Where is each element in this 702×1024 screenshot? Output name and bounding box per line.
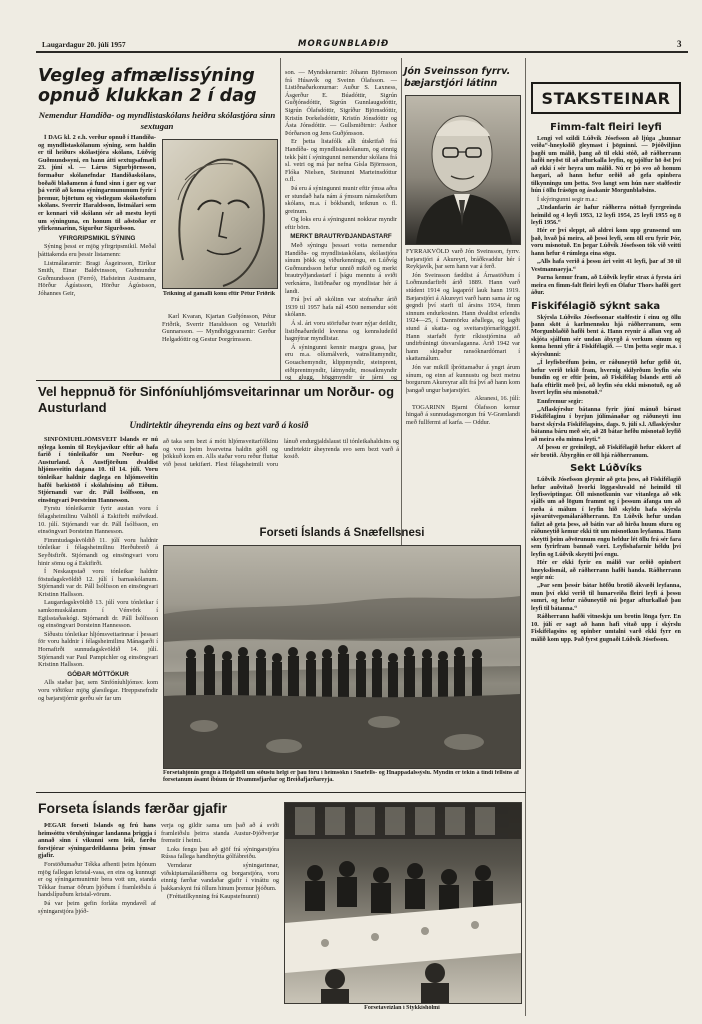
section-kicker: YFIRGRIPSMIKIL SÝNING [58, 234, 136, 242]
section-rule [36, 792, 526, 793]
article-paragraph: Ráðherrann hafði vitneskju um brotin lönga fyrr. En 10. júlí er sagt að hann hafi vitað upp í skýrslu Fiskifélagsins og opinber umtalni varð ekki fyrr en málið kom upp. Það fyrst gugnaði Lúðvík Jósefsson. [531, 613, 681, 643]
article-body [162, 313, 276, 371]
article-headline: Vel heppnuð för Sinfóníuhljómsveitarinnar um Norður- og Austurland [38, 384, 395, 415]
article-body [406, 248, 520, 548]
article-paragraph: (Fréttatilkynning frá Kaupstefnunni) [167, 893, 259, 901]
section-heading: Fiskifélagið sýknt saka [531, 300, 661, 312]
article-body [38, 134, 156, 372]
column-divider [525, 58, 526, 1016]
article-paragraph: verja og gildir sama um það að á sviði framleiðslu þeirra standa Austur-Þjóðverjar fremstir í heimi. [161, 822, 279, 845]
article-paragraph: Fimmtudagskvöldið 11. júlí voru haldnir tónleikar í félagsheimilinu Herðubreið á Seyðisfirði. Stjórnandi og einsöngvari voru hinir sömu og á Eskifirði. [38, 536, 158, 567]
article-headline: Vegleg afmælissýning opnuð klukkan 2 í dag [38, 66, 257, 106]
section-kicker: GÓÐAR MÓTTÖKUR [67, 670, 129, 678]
photo-helgafell-group [163, 545, 521, 769]
column-divider [280, 58, 281, 380]
article-paragraph: Verndarar sýningarinnar, viðskiptamálaráðherra og borgarstjóra, voru einnig færðar vandaðar gjafir í vináttu og þakkarskyni frá öllum hinum þremur þjóðum. [161, 861, 279, 892]
article-paragraph: Laugardagskvöldið 13. júlí voru tónleikar í samkomuskálanum í Vénvörk í Egilsstaðaskógi. Stjórnandi dr. Páll Ísólfsson og einsöngvari Þorsteinn Hannesson. [38, 599, 158, 630]
article-paragraph: FYRRAKVÖLD varð Jón Sveinsson, fyrrv. bæjarstjóri á Akureyri, bráðkvaddur hér í Reykjavík, þar sem hann var á ferð. [406, 248, 520, 271]
article-paragraph: að taka sem bezt á móti hljómsveitarfólkinu og voru þeim hvarvetna haldin góðl og þökkuð kom en. Alls staðar voru reður fluttar við þessi tækifæri. Flest félagsheimili voru lánuð endurgjaldslaust til tónleikahaldsins og undirtektir áheyrenda svo sem bezt varð á kosið. [163, 438, 399, 468]
masthead-rule [36, 51, 688, 53]
photo-caption: Forsetaveizlan í Stykkishólmi [364, 1005, 440, 1011]
landscape-group-photo-icon [164, 546, 520, 768]
article-paragraph: ÞEGAR forseti Íslands og frú hans heimsóttu vöruhýningar landanna þriggja í annað sinn í vikunni sem leið, færðu forstjórar sýningardeildanna þeim ýmsar gjafir. [38, 822, 156, 860]
page-number: 3 [677, 39, 682, 49]
masthead-paper-name: MORGUNBLAÐIÐ [298, 39, 390, 49]
photo-caption: Forsetahjónin gengu á Helgafell um síðustu helgi er þau fóru í heimsókn í Snæfells- og Hnappadalssýslu. Myndin er tekin á tindi fellsins af forsetanum ásamt íbúum úr Hvammsfjarðar og Breiðafjarðareyja. [163, 770, 519, 783]
staksteinar-header-box [531, 82, 681, 114]
article-paragraph: Síðustu tónleikar hljómsveitarinnar í þessari för voru haldnir í félagsheimilinu Mánagarði í Hornafirði sunnudagskvöldið 14. júlí. Stjórnandi var Paul Pampichler og einsöngvari Kristinn Hallsson. [38, 630, 158, 669]
article-headline: Jón Sveinsson fyrrv. bæjarstjóri látinn [404, 66, 511, 89]
article-paragraph: Með sýningu þessari votta nemendur Handíða- og myndlistaskólans, skólastjóra sínum þökk og viðurkenningu, en Lúðvíg Guðmundsson hefur unnið mikið og merkt brautryðjandastarf í þágu menntu á sviði verknáms, listiðnaðar og myndlistar hér á landi. [285, 242, 397, 295]
portrait-jon-sveinsson [405, 95, 521, 245]
article-paragraph: Í DAG kl. 2 e.h. verður opnuð í Handíða- og myndlistaskólanum sýning, sem haldin er til heiðurs skólastjóra skólans, Lúðvíg Guðmundssyni, en hann átti sextugsafmæli 23. júní sl. — Lárus Sigurbjörnsson, formaður skólanefndar Handíðaskólans, boðaði blaðamenn á fund sinn í gær og var þá verið að koma sýningarmununum fyrir í þremur, björtum og vistlegum skólastofum skólans. Sverrir Haraldsson, listmálari sem er kennari við skólann sér að mestu leyti um sýninguna, en honum til aðstoðar er yfirkennarinn, Sigurður Sigurðsson. [38, 134, 156, 233]
article-paragraph: „Í leyfisbréfum þeim, er ráðuneytið hefur gefið út, hefur verið tekið fram, hvernig skilyrðum leyfin séu bundin og er eftir þeim, að Fiskifélag Íslands ætti að hafa eftirlit með því, að leyfin séu ekki misnotuð, og að hvert leyfin séu misnotuð.“ [531, 359, 681, 397]
article-body [161, 822, 279, 1014]
column-divider [401, 58, 402, 550]
article-headline: Forseti Íslands á Snæfellsnesi [259, 527, 425, 539]
article-paragraph: Í skýringunni segir m.a.: [537, 195, 598, 203]
article-subhead: Nemendur Handíða- og myndlistaskólans heiðra skólastjóra sinn sextugan [38, 110, 276, 131]
article-paragraph: son. — Myndskerarnir: Jóhann Björnsson frá Húsavík og Sveinn Ólafsson. — Listiðnaðarkonurnar: Auður S. Laxness, Ásgerður E. Búadóttir, Sigrún Guðjónsdóttir, Sigrún Gunnlaugsdóttir, Sigrún Ólafsdóttir, Sigríður Björnsdóttir, Kristín Þorkelsdóttir, Kristín Jónsdóttir og Ásta Jónsdóttir. — Gullsmiðirnir: Ásthor Þórðarson og Jens Guðjónsson. [285, 69, 397, 137]
drawing-old-woman [162, 139, 278, 289]
article-paragraph: Sýning þessi er mjög yfirgripsmikil. Meðal þátttakenda eru þessir listamenn: [38, 243, 156, 258]
section-rule [36, 380, 402, 381]
article-paragraph: Lúðvík Jósefsson gleymir að geta þess, að Fiskifélagið hefur auðvitað hvorki löggæsluvald né heimild til leyfissviptingar. Öll misnotkunin var vitanlega að sök sjálfs um að lögum frammt og í þessum áfanga um að ræða á málum í leyfin hið skyldu hafa skýrsla sjávarútvegsmálaráðherrann. En Lúðvík hefur undan falizt að geta þess, að bátin var að hirða huum sfuru og ráðuneytið kemur ekki tít um misnotkun leyfanna. Hann skeytti þeim aðvörunum engu heldur lét öllu frá sér fara sem fyrirfram bannað væri. Leyfishafarnir héldu því leyfin og Lúðvík skeytti því engu. [531, 476, 681, 558]
staksteinar-body [531, 118, 681, 1018]
article-headline: Forseta Íslands færðar gjafir [38, 800, 228, 816]
section-heading: Sekt Lúðvíks [570, 463, 642, 475]
article-paragraph: Hér er ekki fyrir en málið var orðið opinbert hneykslismál, að ráðherrann hafði handa. Ráðherrann segir nú: [531, 559, 681, 582]
article-body [285, 69, 397, 380]
dateline: Akranesi, 16. júlí: [474, 395, 520, 403]
article-paragraph: Þarna kemur fram, að Lúðvík leyfir strax á fyrsta ári meira en fimm-falt fleiri leyfi en Ólafur Thors hafði gert áður. [531, 274, 681, 297]
article-paragraph: Á sl. ári voru störfuðar tvær nýjar deildir, listiðnaðardeild kvenna og kennsludeild hagnýtrar myndlistar. [285, 320, 397, 343]
article-paragraph: Þá eru á sýningunni munir eftir ýmsa aðra er stundað hafa nám á ýmsum námskeiðum skólans, m.a. í bókbandi, teiknun o. fl. greinum. [285, 184, 397, 215]
article-paragraph: „Alls hafa verið á þessu ári veitt 41 leyfi, þar af 30 til Vestmannaeyja.“ [531, 258, 681, 273]
staksteinar-title: STAKSTEINAR [541, 88, 671, 108]
article-paragraph: Ennfremur segir: [537, 397, 584, 405]
banquet-photo-icon [285, 803, 521, 1003]
article-paragraph: „Þar sem þessir bátar höfðu brotið ákvæði leyfanna, mun því ekki verið til hunarveiða fleiri leyfi á þessu sumri, og hefur ráðuneytið nú þegar afturkallað þau leyfi til bátanna.“ [531, 582, 681, 612]
article-paragraph: Og loks eru á sýningunni nokkrar myndir eftir börn. [285, 216, 397, 231]
article-paragraph: SINFÓNÍUHLJÓMSVEIT Íslands er nú nýlega komin til Reykjavíkur eftir að hafa farið í tónleikaför um Norður- og Austurland. Á Austfjörðum dvaldist hljómsveitin dagana 10. til 14. júlí. Voru tónleikar haldnir daglega en hljómsveitin hafði bækistöð í skólahúsinu að Eiðum. Stjórnandi var dr. Páll Ísólfsson, en einsöngvari Þorsteinn Hannesson. [38, 436, 158, 504]
article-paragraph: Loks fengu þau að gjöf frá sýningarstjóra Rússa fallega handhnýtta gólfábreiðu. [161, 845, 279, 861]
article-paragraph: Alls staðar þar, sem Sinfóníuhljómsv. kom voru viðtökur mjög glæsilegar. Hreppsnefndir og bæjarstjórnir gerðu sér far um [38, 679, 158, 702]
article-paragraph: Fyrstu tónleikarnir fyrir austan voru í félagsheimilinu Valhöll á Eskifirði miðvikud. 10. júlí. Stjórnandi var dr. Páll Ísólfsson, en einsöngvari Þorsteinn Hannesson. [38, 505, 158, 536]
article-paragraph: Frá því að skólinn var stofnaður árið 1939 til 1957 hafa nál 4500 nemendur sótt skólann. [285, 296, 397, 319]
article-paragraph: Jón var mikill íþróttamaður á yngri árum sínum, og einn af kunnustu og bezt metnu borgurum Akureyrar allt frá því að hann kom þangað ungur bæjarstjóri. [406, 363, 520, 394]
article-paragraph: TOGARINN Bjarni Ólafsson kemur hingað á sunnudagsmorgun frá V-Grænlandi með fullfermi af karfa. — Oddur. [406, 403, 520, 427]
article-paragraph: Í Neskaupstað voru tónleikar haldnir föstudagskvöldið 12. júlí í barnaskólanum. Stjórnandi var dr. Páll Ísólfsson en einsöngvari Kristinn Hallsson. [38, 568, 158, 598]
article-paragraph: Forstöðumaður Tékka afhenti þeim hjónum mjög fallegan kristal-vasa, en eins og kunnugt er og sýningarmunirnir bera vott um, standa Tékkar framar öðrum þjóðum í framleiðslu á handslípuðum kristal-vörum. [38, 860, 156, 899]
photo-banquet-stykkisholmur [284, 802, 522, 1004]
article-subhead: Undirtektir áheyrenda eins og bezt varð á kosið [129, 420, 309, 430]
article-body [38, 822, 156, 1014]
article-paragraph: Karl Kvaran, Kjartan Guðjónsson, Pétur Friðrik, Sverrir Haraldsson og Veturliði Gunnarsson. — Myndhöggvararnir: Gerður Helgadóttir og Gestur Þorgrímsson. [162, 313, 276, 343]
section-heading: Fimm-falt fleiri leyfi [550, 122, 662, 133]
article-paragraph: Jón Sveinsson fæddist á Árnastöðum í Loðmundarfirði árið 1889. Hann varð stúdent 1914 og lagapróf lauk hann 1919. Bæjarstjóri á Akureyri varð hann sama ár og gegndi því starfi til ársins 1934, fimm sinnum endurkosinn. Hann dvaldist erlendis 1924—25, í Danmörku aðallega, og lagði stund á skatta- og sveitarstjórnarlöggjöf. Hann starfaði fyrir ríkisstjórnina að undirbúningi útsvarslaganna. Árið 1942 var hann skipaður ransóknardómari í skattamálum. [406, 271, 520, 363]
article-paragraph: „Undanfarin ár hafur ráðherra nóttað fyrrgreinda heimild og 4 leyfi 1953, 12 leyfi 1954, 25 leyfi 1955 og 8 leyfi 1956.“ [531, 204, 681, 226]
article-paragraph: Þá var þeim gefin forláta myndavél af sýningarstjóra þjóð- [38, 899, 156, 915]
article-body [38, 436, 158, 788]
article-paragraph: Skýrsla Lúðvíks Jósefssonar staðfestir í einu og öllu þann sköt á karlmennsku hjá ráðherranum, sem Morgunblaðið hafði bent á. Hann reynir á allan veg að skjóta sjálfum sér undan ábyrgð á verkum sínum og koma henni yfir á Fiskifélagið. — Um þetta segir m.a. í skýrslunni: [531, 313, 681, 358]
article-paragraph: Listmálararnir: Bragi Ásgeirsson, Eiríkur Smith, Einar Baldvinsson, Guðmundur Guðmundsson (Ferró), Hafsteinn Austmann, Hörður Ágústsson, Hörður Ágústsson, Jóhannes Geir, [38, 259, 156, 297]
photo-caption: Teikning af gamalli konu eftir Pétur Friðrik [162, 291, 276, 297]
article-paragraph: „Aflaskýrslur bátanna fyrir júní mánuð bárust Fiskifélaginu í byrjun júlímánaðar og ráðuneyti inu barst skýrsla Fiskifélagsins, dags. 9. júlí s.l. Aflaskýrslur bátanna báru með sér, að 28 bátar hefðu misnotað leyfið að meira eða minna leyti.“ [531, 405, 681, 443]
portrait-photo-icon [406, 96, 520, 244]
article-paragraph: Er þetta listafólk allt útskrifað frá Handíða- og myndlistaskólanum, og einnig tekk þátt í sýningunni nemendur skólans frá sl. vetri og má þar nefna Gísla Björnsson, Flóka Nielsen, Steinunni Marteinsdóttur o.fl. [285, 138, 397, 184]
article-paragraph: Lengi vel szildi Lúðvík Jósefsson að ljúga „hunnar veiða“-hneykslið gleymast í þögninni. — Þjóðviljinn þagði um málið, þang að til ekki stóð, að ráðherrann hafði neyðst til að afturkalla leyfin, og ujólfur hö ðst því að ekki í sér heyra um málið. Nú er þó svo að honum hægari, að hann hefur orðið að gefa opinbera tilkynningu um þetta. Svo langt sem hún nær staðfestir hún í öllu frásögn og ásakanir Morgunblaðsins. [531, 135, 681, 195]
article-paragraph: Hér er því sleppt, að aldrei kom upp grunsemd um það, hvað þá meira, að þessi leyfi, sem öll eru fyrir Þór, voru misnotuð. En þegar Lúðvík Jósefsson tók við veitti hann hefur 4 rúmlega eina sögu. [531, 227, 681, 257]
article-paragraph: Af þessu er greinilegt, að Fiskifélagið hefur ekkert af sér brotið. Ábyrgðin er öll hjá ráðherranum. [531, 444, 681, 459]
portrait-drawing-icon [163, 140, 277, 288]
article-paragraph: Á sýningunni kennir margra grasa, þar eru m.a. olíumálverk, vatnslitamyndir, Gouachemyndir, klippmyndir, steinprent, eiðiprentmyndir, látmyndir, mosaikmyndir og glugg, höggmyndir úr járni og [285, 343, 397, 380]
masthead-date: Laugardagur 20. júlí 1957 [42, 40, 126, 49]
section-kicker: MERKT BRAUTRYÐJANDASTARF [290, 233, 392, 241]
article-body [163, 438, 399, 522]
